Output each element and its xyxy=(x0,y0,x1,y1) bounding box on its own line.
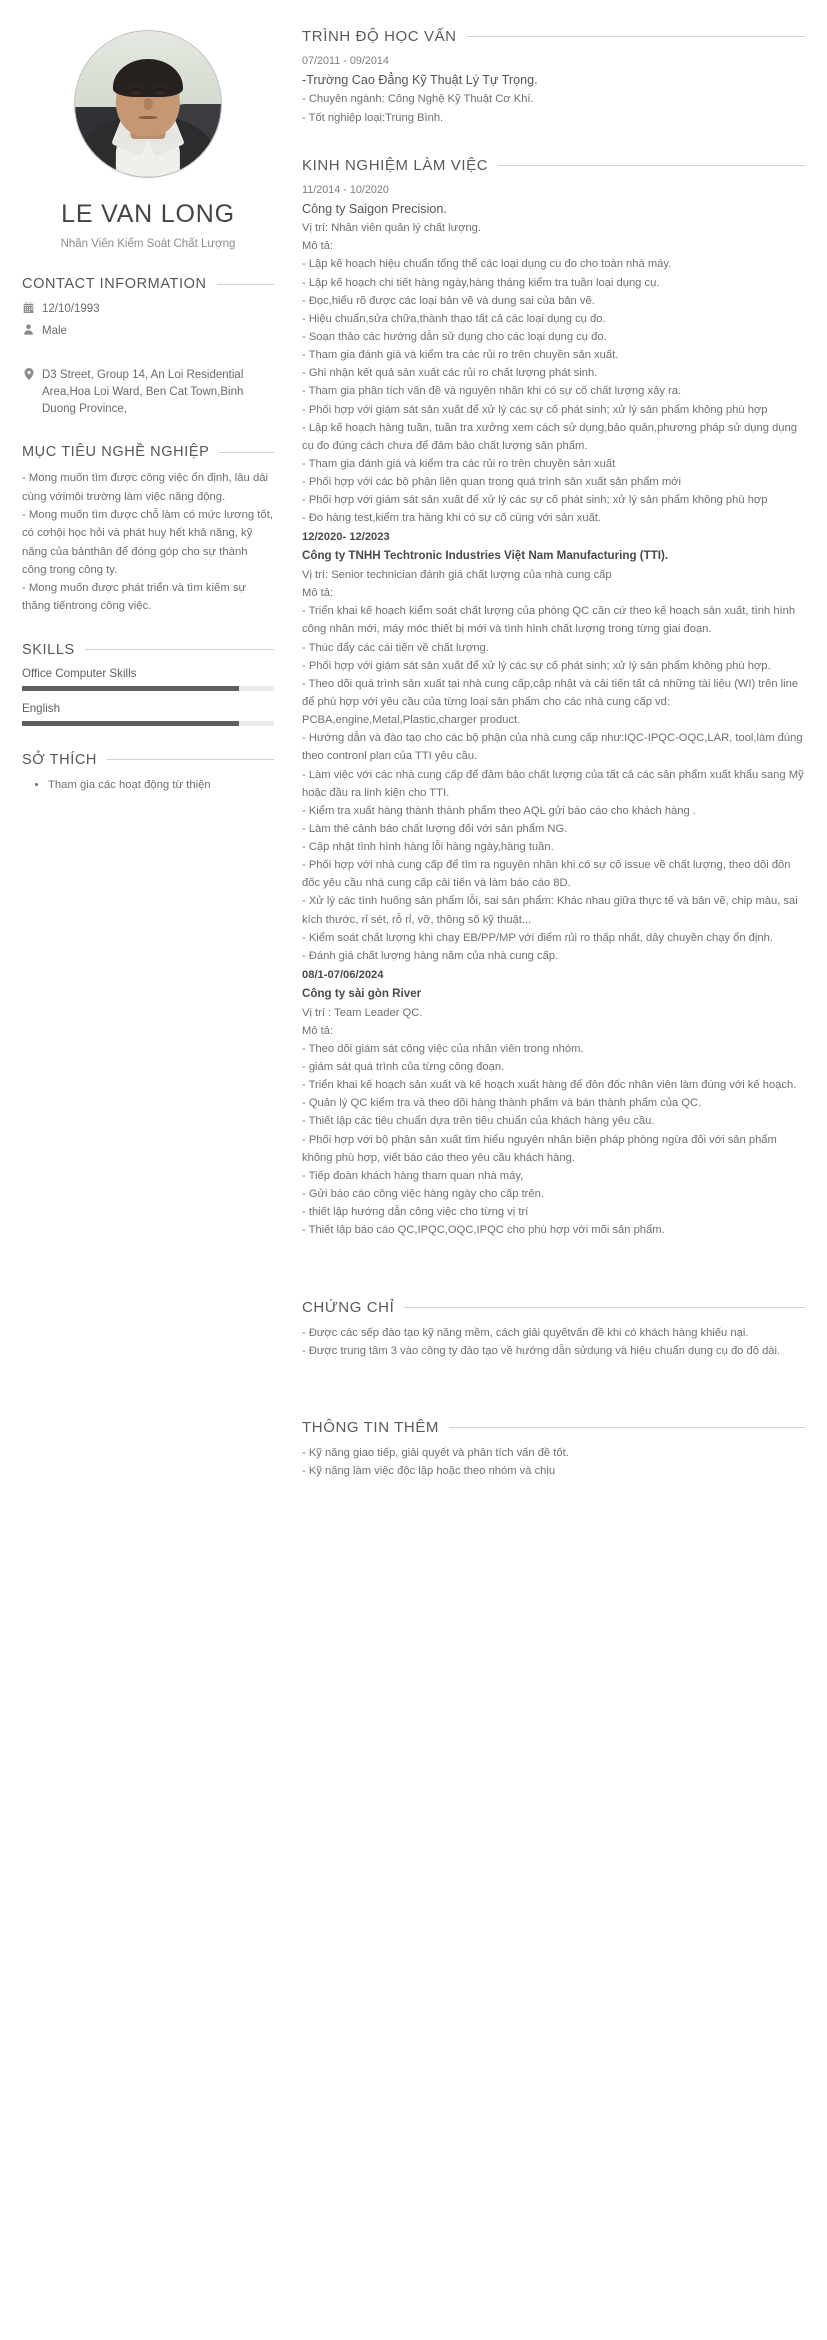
skill-bar-track xyxy=(22,686,274,691)
job-bullet: - Lập kế hoạch chi tiết hàng ngày,hàng tháng kiểm tra tuần loại dụng cụ. xyxy=(302,276,660,289)
section-header-additional xyxy=(302,1419,805,1436)
job-bullet: - Đọc,hiểu rõ được các loại bản vẽ và dung sai của bản vẽ. xyxy=(302,294,595,307)
contact-gender xyxy=(22,323,274,341)
experience-entry xyxy=(302,182,805,528)
job-company: Công ty Saigon Precision. xyxy=(302,201,447,216)
left-column xyxy=(22,18,290,2330)
photo-container xyxy=(22,18,274,178)
section-rule xyxy=(404,1307,805,1308)
right-column xyxy=(290,18,805,2330)
job-bullet: - Phối hợp với các bộ phận liên quan trong quá trình sản xuất sản phẩm mới xyxy=(302,476,681,489)
section-rule xyxy=(217,284,274,285)
person-icon xyxy=(22,323,35,335)
section-rule xyxy=(498,165,805,166)
job-date: 12/2020- 12/2023 xyxy=(302,531,390,544)
section-header-education xyxy=(302,28,805,45)
skill-bar-fill xyxy=(22,686,239,691)
job-bullets xyxy=(302,255,805,527)
section-header-experience xyxy=(302,157,805,174)
section-header-objective xyxy=(22,444,274,460)
education-entry xyxy=(302,53,805,127)
job-date: 11/2014 - 10/2020 xyxy=(302,183,389,196)
contact-gender-value: Male xyxy=(42,324,67,337)
certificate-line: - Được các sếp đào tạo kỹ năng mềm, cách giải quyếtvấn đề khi có khách hàng khiếu nại. xyxy=(302,1327,749,1340)
section-rule xyxy=(219,452,274,453)
skill-label: English xyxy=(22,701,61,715)
job-company: Công ty TNHH Techtronic Industries Việt Nam Manufacturing (TTI). xyxy=(302,549,669,563)
section-title-skills: SKILLS xyxy=(22,641,75,658)
objective-line: - Mong muốn tìm được công việc ổn định, lâu dài cùng vớimôi trường làm việc năng động. xyxy=(22,472,269,503)
section-title-objective: MỤC TIÊU NGHỀ NGHIỆP xyxy=(22,444,210,461)
education-school: -Trường Cao Đẳng Kỹ Thuật Lý Tự Trọng. xyxy=(302,73,538,88)
job-date: 08/1-07/06/2024 xyxy=(302,969,384,982)
job-bullet: - Triển khai kế hoạch kiểm soát chất lượng của phòng QC căn cứ theo kế hoạch sản xuất, tình hình công nhân mới, máy móc thiết bị mới và tình hình chất lượng trong từng giai đoạn. xyxy=(302,605,796,636)
education-grade: - Tốt nghiệp loại:Trung Bình. xyxy=(302,111,444,124)
additional-line: - Kỹ năng làm việc độc lập hoặc theo nhóm và chịu xyxy=(302,1464,556,1477)
job-bullet: - Soạn thảo các hướng dẫn sử dụng cho các loại dụng cụ đo. xyxy=(302,330,607,343)
job-bullets xyxy=(302,602,805,965)
skill-bar-fill xyxy=(22,721,239,726)
objective-line: - Mong muốn được phát triển và tìm kiếm sự thăng tiếntrong công việc. xyxy=(22,582,247,613)
job-bullet: - Theo dõi quá trình sản xuất tại nhà cung cấp,cập nhật và cải tiến tất cả những tài liệu (WI) trên line để phù hợp với yêu cầu của từng loại sản phẩm cho các nhà cung cấp vd: PCBA,engine,Metal,Plastic,charger product. xyxy=(302,677,799,727)
job-bullet: - Lập kế hoạch hiệu chuẩn tổng thể các loại dụng cụ đo cho toàn nhà máy. xyxy=(302,258,672,271)
page-title: LE VAN LONG xyxy=(61,200,235,228)
address-line-1: D3 Street, Group 14, An Loi Residential Area,Hoa Loi xyxy=(42,368,244,398)
job-bullet: - Phối hợp với bộ phận sản xuất tìm hiểu nguyên nhân biện pháp phòng ngừa đối với sản phẩm không phù hợp, viết báo cáo theo yêu cầu khách hàng. xyxy=(302,1133,777,1164)
job-bullet: - thiết lập hướng dẫn công việc cho từng vị trí xyxy=(302,1206,529,1219)
job-bullet: - Quản lý QC kiểm tra và theo dõi hàng thành phẩm và bán thành phẩm của QC. xyxy=(302,1097,702,1110)
job-bullet: - Làm việc với các nhà cung cấp để đảm bảo chất lượng của tất cả các sản phẩm xuất khẩu sang Mỹ hoặc đầu ra linh kiện cho TTI. xyxy=(302,768,804,799)
job-desc-label: Mô tả: xyxy=(302,587,334,600)
section-title-contact: CONTACT INFORMATION xyxy=(22,276,207,292)
job-bullet: - Phối hợp với nhà cung cấp để tìm ra nguyên nhân khi có sự cố issue về chất lượng, theo dõi đôn đốc yêu cầu nhà cung cấp cải tiến và làm báo cáo 8D. xyxy=(302,859,791,890)
contact-birthdate-value: 12/10/1993 xyxy=(42,303,100,315)
section-header-contact xyxy=(22,276,274,292)
job-bullets xyxy=(302,1040,805,1240)
job-position: Vị trí: Nhân viên quản lý chất lượng. xyxy=(302,222,481,235)
skill-item xyxy=(22,702,274,726)
section-rule xyxy=(107,759,274,760)
experience-entry xyxy=(302,529,805,965)
job-bullet: - Thiết lập báo cáo QC,IPQC,OQC,IPQC cho phù hợp với mõi sản phẩm. xyxy=(302,1224,665,1237)
job-bullet: - Làm thẻ cảnh báo chất lượng đối với sản phẩm NG. xyxy=(302,822,568,835)
section-header-certificates xyxy=(302,1299,805,1316)
objective-line: - Mong muốn tìm được chỗ làm có mức lương tốt, có cơhội học hỏi và phát huy hết khả năng, kỹ năng của bảnthân để đóng góp cho sự thành công trong công ty. xyxy=(22,508,273,576)
job-bullet: - Tham gia phân tích vấn đề và nguyên nhân khi có sự cố chất lượng xảy ra. xyxy=(302,385,682,398)
job-bullet: - Thiết lập các tiêu chuẩn dựa trên tiêu chuẩn của khách hàng yêu cầu. xyxy=(302,1115,655,1128)
job-position: Vị trí: Senior technician đánh giá chất lượng của nhà cung cấp xyxy=(302,568,612,581)
job-bullet: - Phối hợp với giám sát sản xuất để xử lý các sự cố phát sinh; xử lý sản phẩm không phù hợp xyxy=(302,494,768,507)
job-company: Công ty sài gòn River xyxy=(302,986,422,1000)
job-desc-label: Mô tả: xyxy=(302,1024,334,1037)
calendar-icon xyxy=(22,301,35,313)
profile-job-title: Nhân Viên Kiểm Soát Chất Lượng xyxy=(60,238,236,250)
job-bullet: - giám sát quá trình của từng công đoạn. xyxy=(302,1060,505,1073)
job-position: Vị trí : Team Leader QC. xyxy=(302,1006,423,1019)
skill-label: Office Computer Skills xyxy=(22,666,137,680)
additional-body xyxy=(302,1444,805,1480)
certificate-line: - Được trung tâm 3 vào công ty đào tạo về hướng dẫn sửdụng và hiệu chuẩn dụng cụ đo độ dài. xyxy=(302,1345,781,1358)
section-title-additional: THÔNG TIN THÊM xyxy=(302,1418,440,1436)
section-title-hobbies: SỞ THÍCH xyxy=(22,751,97,768)
job-bullet: - Triển khai kế hoạch sản xuất và kế hoạch xuất hàng để đôn đốc nhân viên làm đúng với kế hoạch. xyxy=(302,1079,797,1092)
job-bullet: - Tham gia đánh giá và kiểm tra các rủi ro trên chuyền sản xuất xyxy=(302,457,616,470)
job-bullet: - Phối hợp với giám sát sản xuất để xử lý các sự cố phát sinh; xử lý sản phẩm không phù hợp. xyxy=(302,659,771,672)
contact-birthdate xyxy=(22,301,274,319)
job-bullet: - Tiếp đoàn khách hàng tham quan nhà máy, xyxy=(302,1169,524,1182)
section-title-education: TRÌNH ĐỘ HỌC VẤN xyxy=(302,28,457,45)
job-bullet: - Cập nhật tình hình hàng lỗi hàng ngày,hàng tuần. xyxy=(302,841,554,854)
contact-address xyxy=(22,367,274,419)
section-rule xyxy=(449,1427,805,1428)
section-rule xyxy=(85,649,274,650)
job-desc-label: Mô tả: xyxy=(302,240,334,253)
job-bullet: - Ghi nhận kết quả sản xuất các rủi ro chất lượng phát sinh. xyxy=(302,367,598,380)
section-header-skills xyxy=(22,642,274,658)
map-pin-icon xyxy=(22,367,35,380)
job-bullet: - Kiểm tra xuất hàng thành thành phẩm theo AQL gửi báo cáo cho khách hàng . xyxy=(302,804,696,817)
job-bullet: - Lập kế hoạch hàng tuần, tuần tra xưởng xem cách sử dụng,bảo quản,phương pháp sử dụng dụng cụ đo đúng cách chưa để đảm bảo chất lượng sản phẩm. xyxy=(302,421,797,452)
job-bullet: - Theo dõi giám sát công việc của nhân viên trong nhóm. xyxy=(302,1042,584,1055)
job-bullet: - Thúc đẩy các cái tiến về chất lượng. xyxy=(302,641,489,654)
hobbies-list xyxy=(22,777,274,795)
section-header-hobbies xyxy=(22,752,274,768)
experience-entry xyxy=(302,967,805,1239)
job-bullet: - Xử lý các tình huống sản phẩm lỗi, sai sản phẩm: Khác nhau giữa thực tế và bản vẽ, chip màu, sai kích thước, rỉ sét, rỗ rỉ, vỡ, thông số kỹ thuật... xyxy=(302,895,798,926)
job-bullet: - Gửi báo cáo công việc hàng ngày cho cấp trên. xyxy=(302,1187,544,1200)
job-bullet: - Hướng dẫn và đào tạo cho các bộ phận của nhà cung cấp như:IQC-IPQC-OQC,LAR, tool,làm đúng theo contronl plan của TTI yêu cầu. xyxy=(302,732,803,763)
portrait-illustration xyxy=(75,31,221,177)
job-bullet: - Tham gia đánh giá và kiểm tra các rủi ro trên chuyền sản xuất. xyxy=(302,349,619,362)
education-date: 07/2011 - 09/2014 xyxy=(302,55,389,67)
skill-item xyxy=(22,667,274,691)
contact-address-value xyxy=(42,367,274,419)
section-title-certificates: CHỨNG CHỈ xyxy=(302,1299,395,1317)
list-item: • Tham gia các hoạt động từ thiện xyxy=(48,777,274,795)
job-bullet: - Phối hợp với giám sát sản xuất để xử lý các sự cố phát sinh; xử lý sản phẩm không phù hợp xyxy=(302,403,768,416)
skill-bar-track xyxy=(22,721,274,726)
education-major: - Chuyên ngành: Công Nghệ Kỹ Thuật Cơ Khí. xyxy=(302,93,534,106)
section-title-experience: KINH NGHIỆM LÀM VIỆC xyxy=(302,156,489,174)
avatar xyxy=(74,30,222,178)
additional-line: - Kỹ năng giao tiếp, giải quyết và phân tích vấn đề tốt. xyxy=(302,1446,569,1459)
address-line-2: Ward, Ben Cat Town,Binh Duong Province, xyxy=(42,385,244,416)
job-bullet: - Đánh giá chất lượng hàng năm của nhà cung cấp. xyxy=(302,949,559,962)
job-bullet: - Hiệu chuẩn,sửa chữa,thành thạo tất cả các loại dụng cụ đo. xyxy=(302,312,606,325)
job-bullet: - Đo hàng test,kiểm tra hàng khi có sự cố cùng với sản xuất. xyxy=(302,512,602,525)
objective-body xyxy=(22,469,274,615)
certificates-body xyxy=(302,1324,805,1360)
job-bullet: - Kiểm soát chất lượng khi chạy EB/PP/MP với điểm rủi ro thấp nhất, dây chuyền chạy ổn định. xyxy=(302,931,773,944)
section-rule xyxy=(467,36,805,37)
